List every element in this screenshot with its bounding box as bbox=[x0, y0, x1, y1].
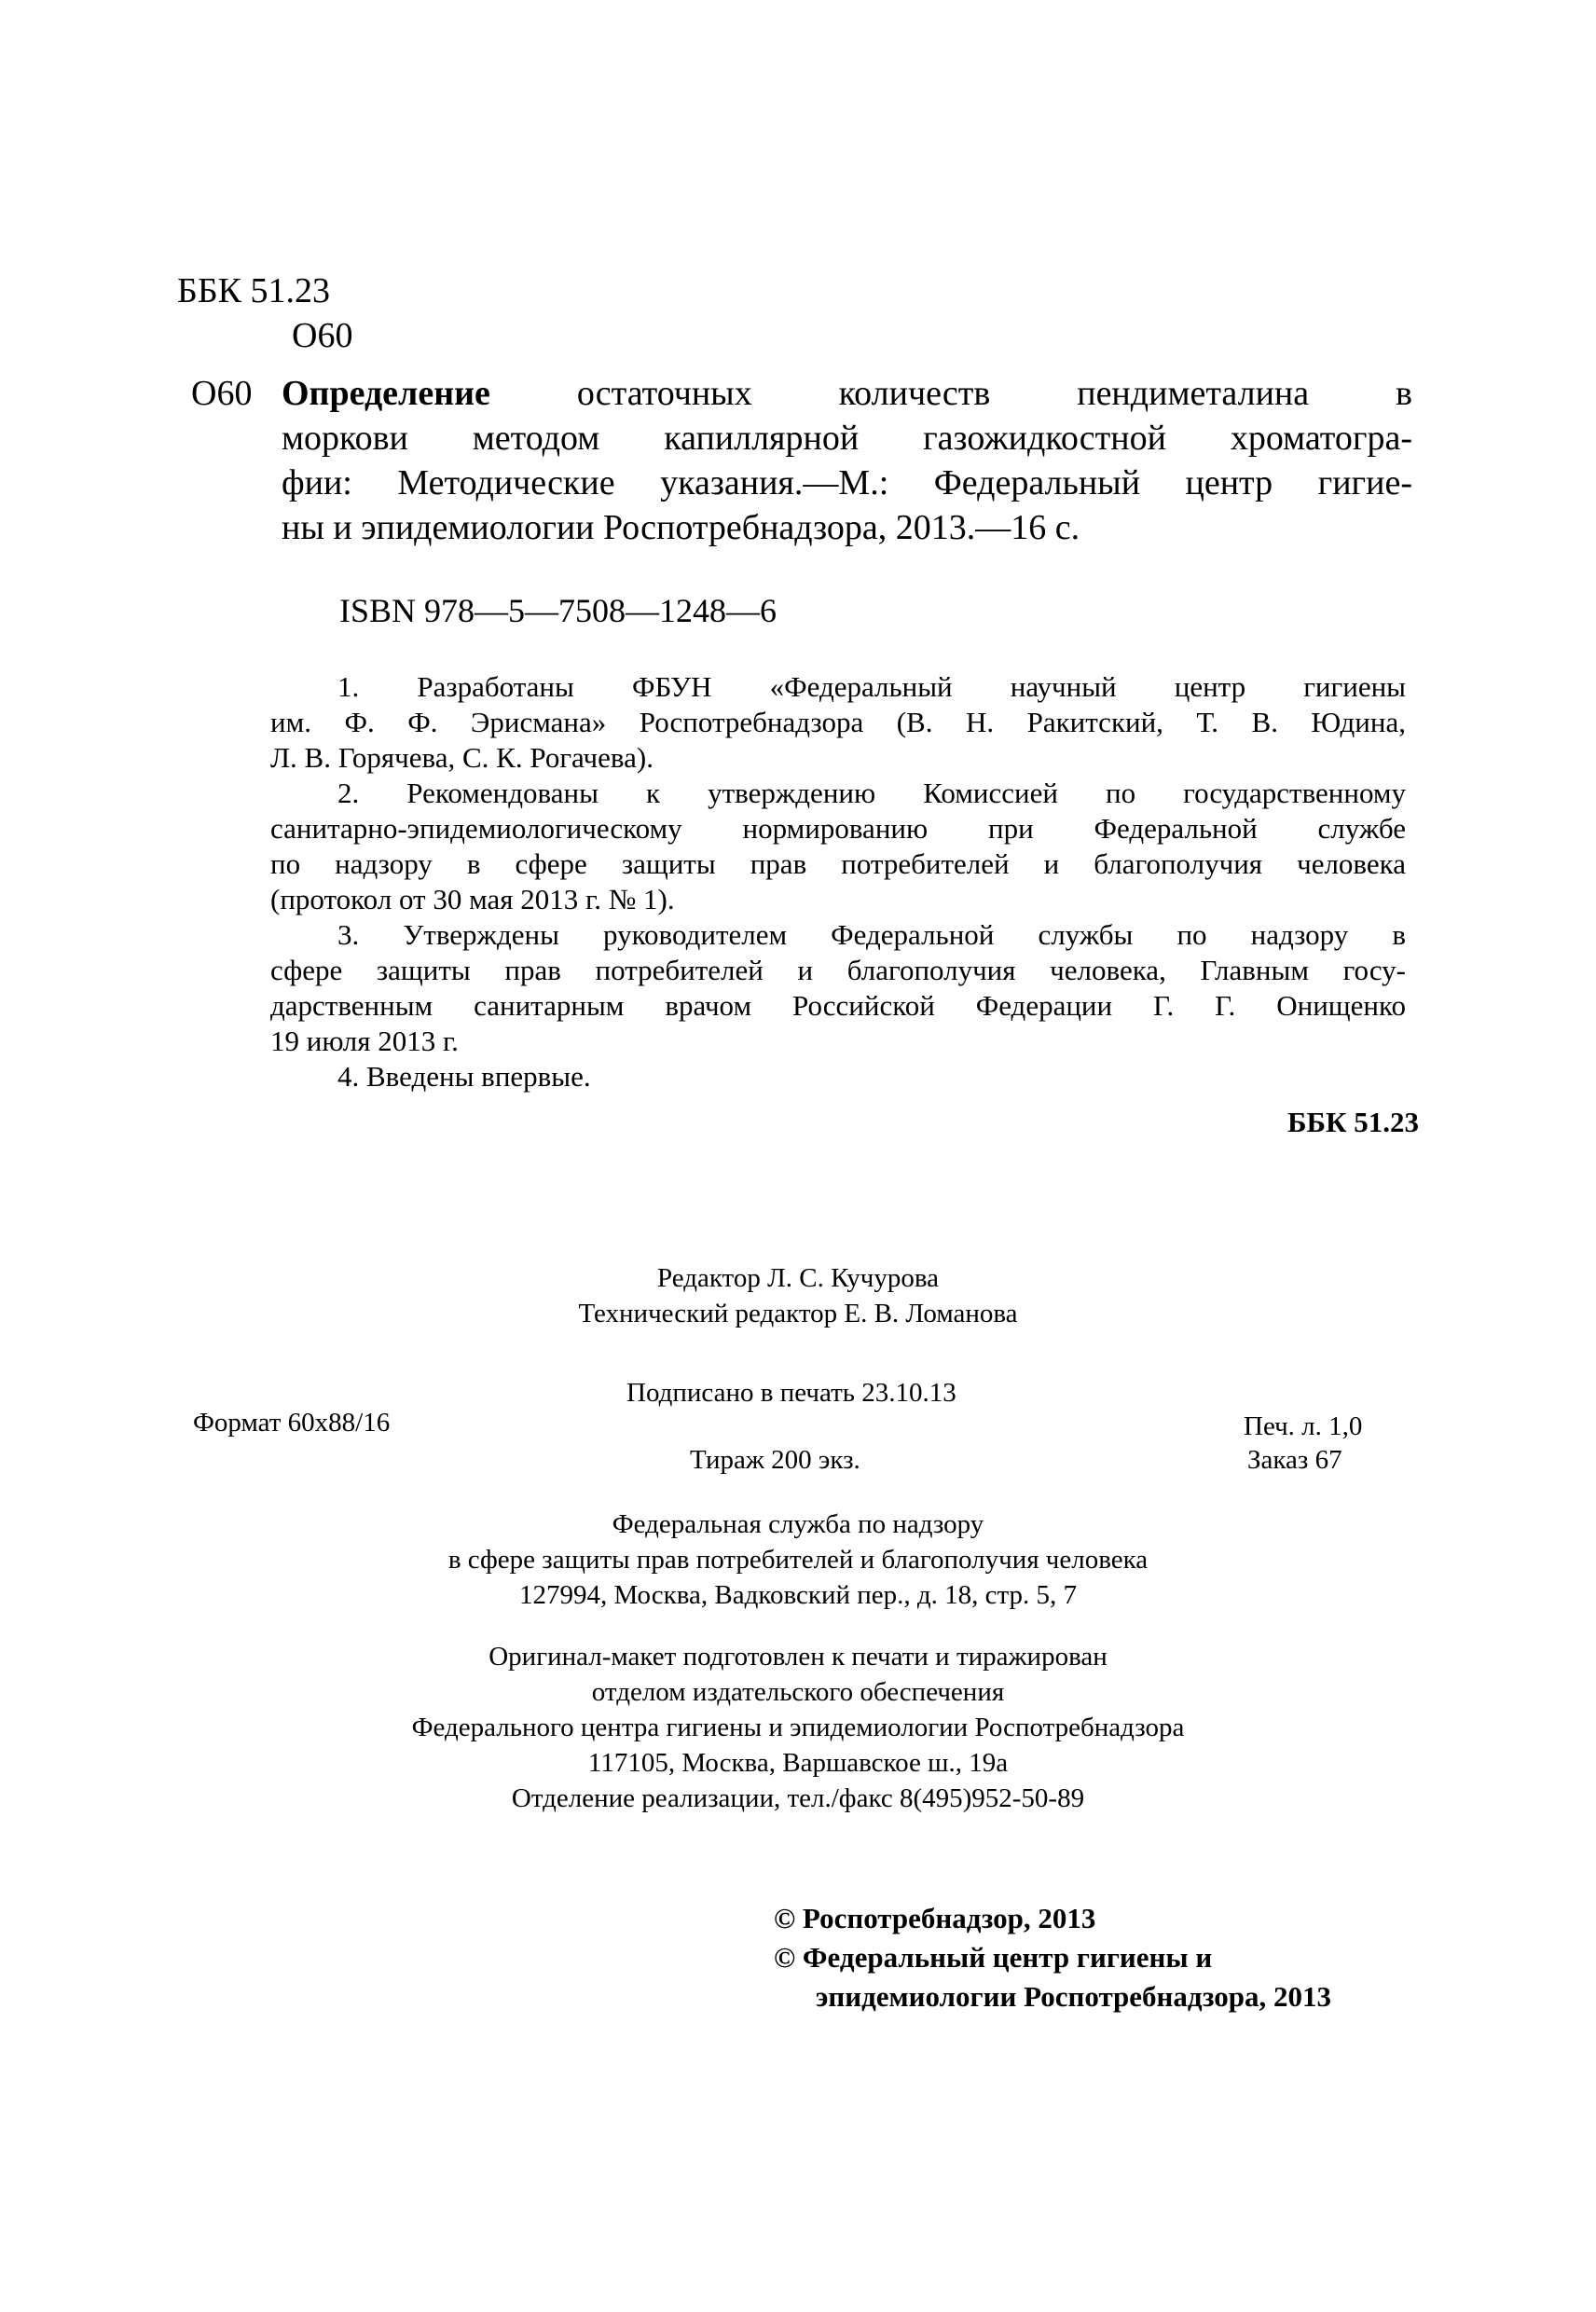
printer-line-2: отделом издательского обеспечения bbox=[591, 1677, 1005, 1707]
editors-block bbox=[0, 1260, 1596, 1331]
signed-to-print: Подписано в печать 23.10.13 bbox=[626, 1378, 956, 1408]
print-run: Тираж 200 экз. bbox=[690, 1445, 860, 1475]
copyright-center-line-2: эпидемиологии Роспотребнадзора, 2013 bbox=[816, 1980, 1331, 2013]
note-1-line-3: Л. В. Горячева, С. К. Рогачева). bbox=[270, 741, 654, 774]
note-3-line-2: сфере защиты прав потребителей и благополучия человека, Главным госу- bbox=[270, 954, 1406, 986]
entry-author-mark: О60 bbox=[191, 374, 253, 413]
note-4-line-1: 4. Введены впервые. bbox=[337, 1060, 591, 1093]
publisher-line-1: Федеральная служба по надзору bbox=[612, 1509, 984, 1539]
entry-title-bold: Определение bbox=[282, 374, 490, 413]
printer-line-3: Федерального центра гигиены и эпидемиологии Роспотребнадзора bbox=[411, 1713, 1185, 1742]
note-3-line-3: дарственным санитарным врачом Российской Федерации Г. Г. Онищенко bbox=[270, 989, 1406, 1022]
note-2-line-4: (протокол от 30 мая 2013 г. № 1). bbox=[270, 883, 675, 915]
publisher-address: 127994, Москва, Вадковский пер., д. 18, стр. 5, 7 bbox=[518, 1580, 1078, 1610]
note-3-line-1: 3. Утверждены руководителем Федеральной службы по надзору в bbox=[337, 918, 1406, 951]
bbk-index-top: ББК 51.23 bbox=[177, 271, 330, 310]
entry-line-1 bbox=[282, 371, 1412, 416]
entry-line-4: ны и эпидемиологии Роспотребнадзора, 2013.—16 с. bbox=[282, 508, 1080, 547]
bibliographic-entry bbox=[282, 371, 1412, 550]
tech-editor-line: Технический редактор Е. В. Ломанова bbox=[578, 1299, 1018, 1328]
copyright-rospotrebnadzor: © Роспотребнадзор, 2013 bbox=[774, 1902, 1096, 1934]
order-number: Заказ 67 bbox=[1247, 1445, 1342, 1475]
entry-line-1-rest: остаточных количеств пендиметалина в bbox=[576, 374, 1412, 413]
entry-line-3: фии: Методические указания.—М.: Федеральный центр гигие- bbox=[282, 463, 1412, 502]
isbn: ISBN 978—5—7508—1248—6 bbox=[339, 592, 777, 629]
printer-line-1: Оригинал-макет подготовлен к печати и тиражирован bbox=[488, 1642, 1108, 1672]
sales-contact: Отделение реализации, тел./факс 8(495)952-50-89 bbox=[511, 1783, 1085, 1813]
note-1-line-2: им. Ф. Ф. Эрисмана» Роспотребнадзора (В. Н. Ракитский, Т. В. Юдина, bbox=[270, 706, 1406, 738]
bbk-index-bottom: ББК 51.23 bbox=[1287, 1106, 1419, 1138]
printer-address: 117105, Москва, Варшавское ш., 19а bbox=[587, 1748, 1009, 1778]
note-3-line-4: 19 июля 2013 г. bbox=[270, 1025, 459, 1057]
copyright-center-line-1: © Федеральный центр гигиены и bbox=[774, 1941, 1213, 1974]
document-notes bbox=[270, 669, 1406, 1094]
printer-block bbox=[0, 1639, 1596, 1816]
note-2-line-3: по надзору в сфере защиты прав потребителей и благополучия человека bbox=[270, 847, 1406, 880]
publisher-block bbox=[0, 1507, 1596, 1613]
entry-line-2: моркови методом капиллярной газожидкостной хроматогра- bbox=[282, 419, 1412, 458]
author-mark: О60 bbox=[292, 316, 353, 355]
paper-format: Формат 60x88/16 bbox=[193, 1408, 391, 1438]
publisher-line-2: в сфере защиты прав потребителей и благополучия человека bbox=[447, 1545, 1149, 1575]
note-2-line-2: санитарно-эпидемиологическому нормированию при Федеральной службе bbox=[270, 812, 1406, 845]
note-2-line-1: 2. Рекомендованы к утверждению Комиссией по государственному bbox=[337, 777, 1406, 809]
editor-line: Редактор Л. С. Кучурова bbox=[656, 1263, 940, 1293]
printed-sheets: Печ. л. 1,0 bbox=[1244, 1411, 1363, 1441]
note-1-line-1: 1. Разработаны ФБУН «Федеральный научный центр гигиены bbox=[337, 670, 1406, 703]
